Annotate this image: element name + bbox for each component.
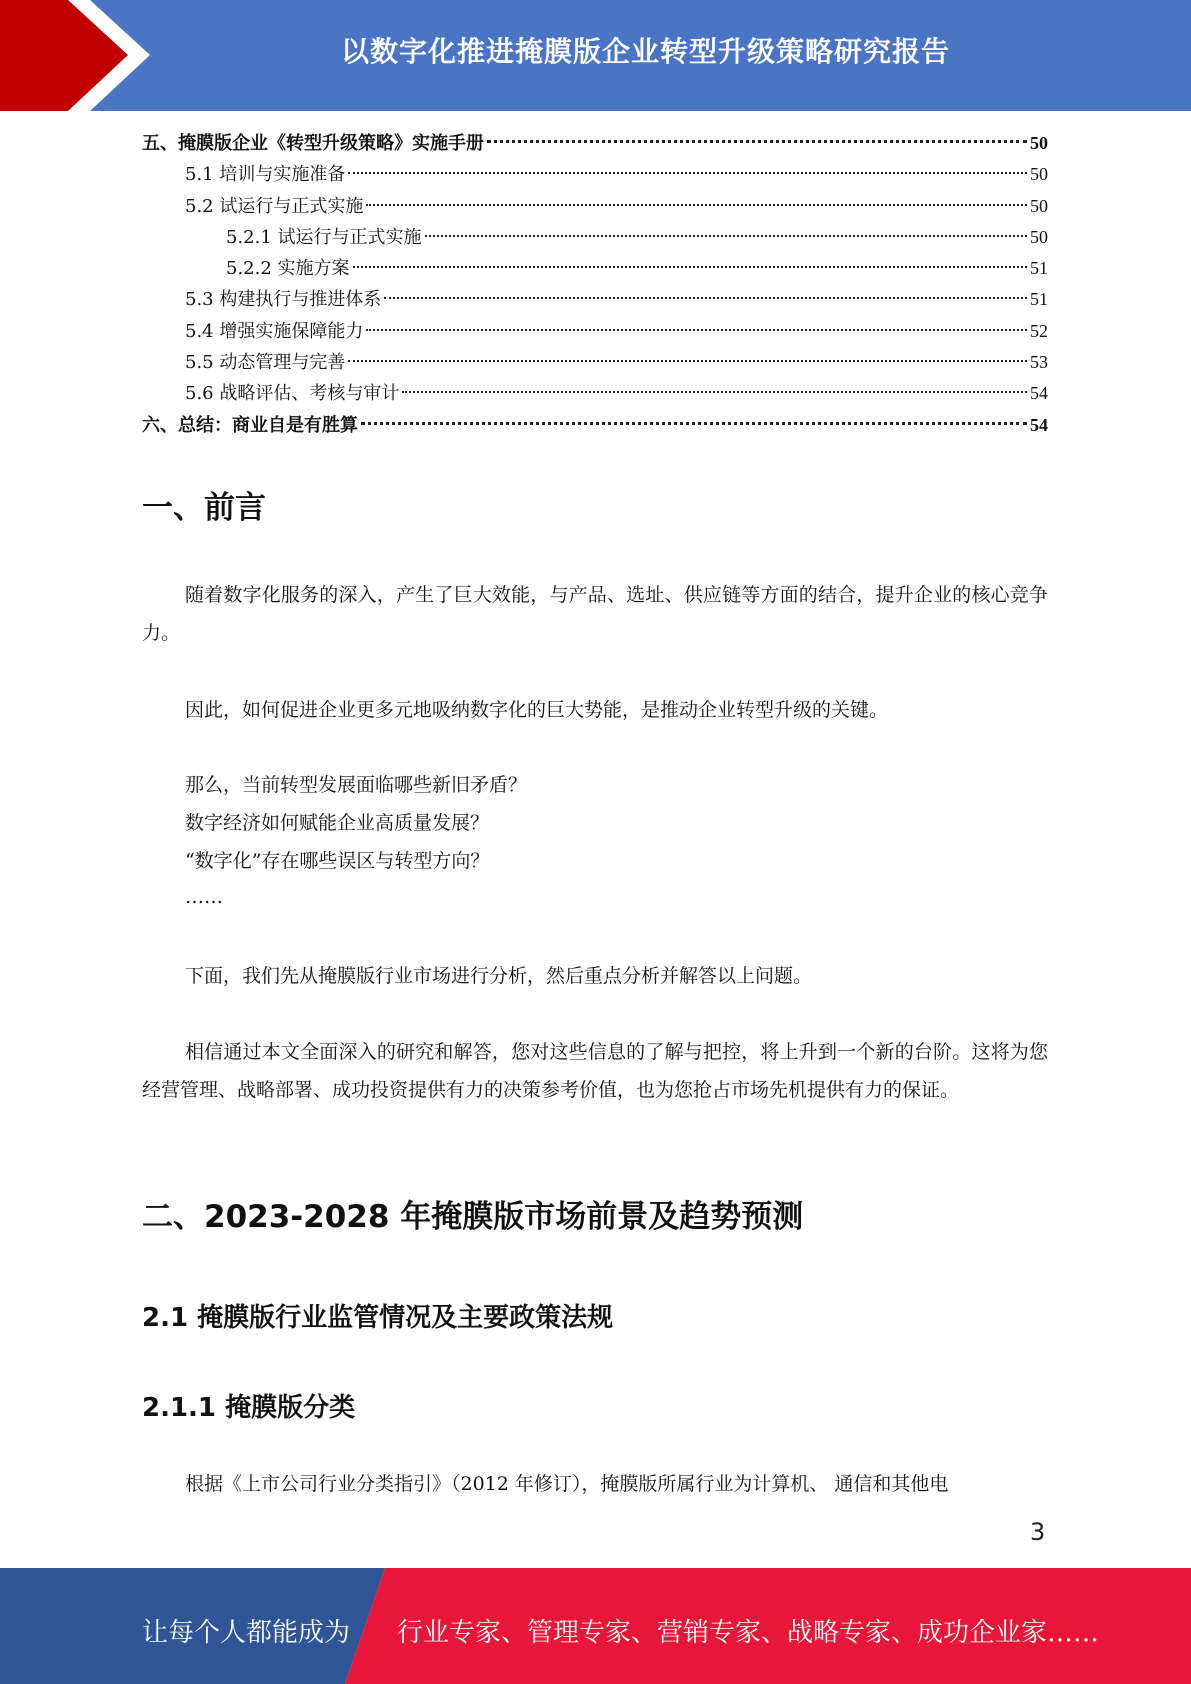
paragraph: 相信通过本文全面深入的研究和解答，您对这些信息的了解与把控，将上升到一个新的台阶。这将为您经营管理、战略部署、成功投资提供有力的决策参考价值，也为您抢占市场先机提供有力的保证。 [142,1041,1048,1101]
paragraph: 随着数字化服务的深入，产生了巨大效能，与产品、选址、供应链等方面的结合，提升企业的核心竞争力。 [142,584,1048,644]
toc-entry[interactable] [142,347,1048,378]
toc-entry[interactable] [142,128,1048,159]
question-line: “数字化”存在哪些误区与转型方向？ [185,850,490,872]
footer-slogan-left: 让每个人都能成为 [142,1618,351,1648]
toc-entry-title: 5.1 培训与实施准备 [185,164,346,186]
toc-page-number: 53 [1030,352,1048,373]
toc-page-number: 50 [1030,164,1048,185]
toc-entry-title: 5.2.2 实施方案 [226,258,350,280]
paragraph: 因此，如何促进企业更多元地吸纳数字化的巨大势能，是推动企业转型升级的关键。 [185,699,889,721]
toc-page-number: 50 [1030,226,1048,247]
question-line: 数字经济如何赋能企业高质量发展？ [185,812,490,834]
section-heading-preface: 一、前言 [142,490,266,526]
table-of-contents [142,128,1048,441]
toc-page-number: 51 [1030,258,1048,279]
toc-page-number: 52 [1030,320,1048,341]
toc-page-number: 50 [1030,133,1048,153]
footer-banner [0,1568,1191,1684]
toc-entry[interactable] [142,378,1048,409]
toc-entry-title: 六、总结：商业自是有胜算 [142,414,358,436]
toc-entry-title: 5.2.1 试运行与正式实施 [226,226,422,248]
paragraph: 根据《上市公司行业分类指引》（2012 年修订），掩膜版所属行业为计算机、 通信和其他电 [185,1473,949,1495]
toc-page-number: 50 [1030,195,1048,216]
toc-entry-title: 5.6 战略评估、考核与审计 [185,383,400,405]
toc-dot-leader [348,172,1027,174]
toc-entry-title: 5.3 构建执行与推进体系 [185,289,382,311]
toc-entry-title: 5.4 增强实施保障能力 [185,320,364,342]
toc-dot-leader [425,235,1027,237]
toc-dot-leader [366,204,1027,206]
ellipsis-line: …… [185,886,223,908]
toc-dot-leader [384,297,1027,299]
toc-dot-leader [361,422,1027,425]
toc-entry-title: 五、掩膜版企业《转型升级策略》实施手册 [142,133,484,154]
toc-dot-leader [353,266,1027,268]
page-number: 3 [1030,1518,1046,1546]
toc-entry[interactable] [142,410,1048,441]
toc-dot-leader [366,329,1027,331]
toc-dot-leader [402,391,1027,393]
report-title: 以数字化推进掩膜版企业转型升级策略研究报告 [340,35,950,68]
toc-entry[interactable] [142,222,1048,253]
toc-entry-title: 5.5 动态管理与完善 [185,352,346,374]
toc-entry-title: 5.2 试运行与正式实施 [185,195,364,217]
header-banner [0,0,1191,111]
toc-entry[interactable] [142,284,1048,315]
subsection-heading: 2.1 掩膜版行业监管情况及主要政策法规 [142,1303,614,1333]
toc-entry[interactable] [142,159,1048,190]
toc-page-number: 54 [1030,383,1048,404]
subsubsection-heading: 2.1.1 掩膜版分类 [142,1393,356,1423]
toc-entry[interactable] [142,253,1048,284]
paragraph: 下面，我们先从掩膜版行业市场进行分析，然后重点分析并解答以上问题。 [185,965,813,987]
footer-slogan-right: 行业专家、管理专家、营销专家、战略专家、成功企业家…… [397,1618,1100,1648]
toc-entry[interactable] [142,316,1048,347]
toc-entry[interactable] [142,191,1048,222]
section-heading-market-forecast: 二、2023-2028 年掩膜版市场前景及趋势预测 [142,1199,804,1235]
toc-dot-leader [348,360,1027,362]
toc-page-number: 54 [1030,414,1048,435]
toc-dot-leader [487,140,1027,143]
question-line: 那么，当前转型发展面临哪些新旧矛盾？ [185,774,528,796]
toc-page-number: 51 [1030,289,1048,310]
